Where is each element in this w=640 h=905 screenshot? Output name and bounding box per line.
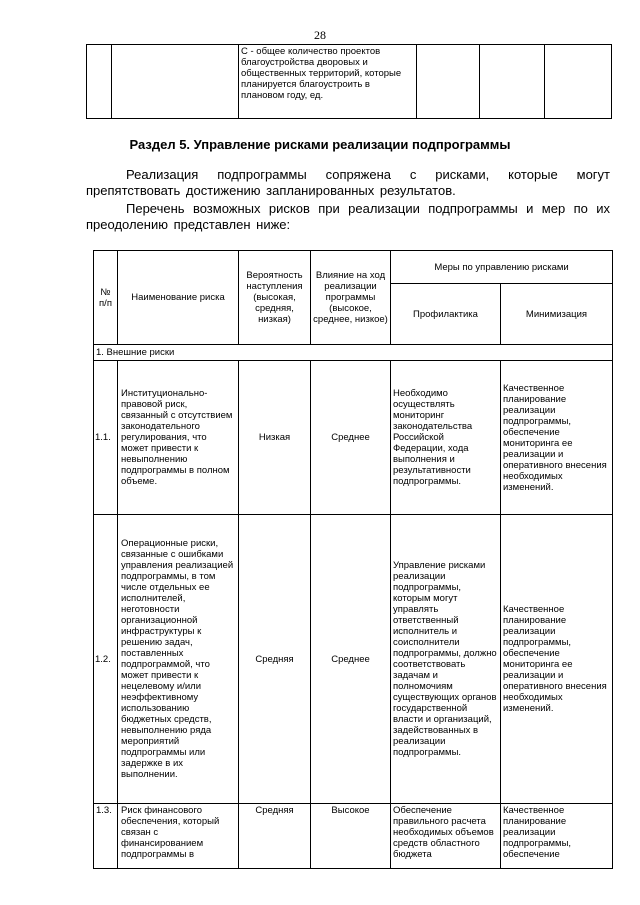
continued-table-fragment xyxy=(86,44,612,119)
header-prevention: Профилактика xyxy=(391,284,501,345)
row-num: 1.2. xyxy=(94,515,118,804)
risk-probability: Средняя xyxy=(239,515,311,804)
row-num: 1.1. xyxy=(94,361,118,515)
risk-minimization: Качественное планирование реализации подпрограммы, обеспечение xyxy=(501,804,613,869)
header-influence: Влияние на ход реализации программы (высокое, среднее, низкое) xyxy=(311,251,391,345)
header-probability: Вероятность наступления (высокая, средняя, низкая) xyxy=(239,251,311,345)
page-number: 28 xyxy=(314,28,326,42)
risk-name: Операционные риски, связанные с ошибками управления реализацией подпрограммы, в том числе отдельных ее исполнителей, неготовности организационной инфраструктуры к решению задач, поставленных подпрограммой, что может привести к нецелевому и/или неэффективному использованию бюджетных средств, невыполнению ряда мероприятий подпрограммы или задержке в их выполнении. xyxy=(118,515,239,804)
header-measures: Меры по управлению рисками xyxy=(391,251,613,284)
risk-prevention: Управление рисками реализации подпрограммы, которым могут управлять ответственный исполнитель и соисполнители подпрограммы, должно соответствовать задачам и полномочиям существующих органов государственной власти и организаций, задействованных в реализации подпрограммы. xyxy=(391,515,501,804)
table-row xyxy=(94,804,613,869)
empty-cell xyxy=(87,45,112,119)
header-num: № п/п xyxy=(94,251,118,345)
risk-list-intro-paragraph: Перечень возможных рисков при реализации подпрограммы и мер по их преодолению представлен ниже: xyxy=(86,201,610,232)
empty-cell xyxy=(417,45,480,119)
row-num: 1.3. xyxy=(94,804,118,869)
table-row xyxy=(94,361,613,515)
risk-minimization: Качественное планирование реализации подпрограммы, обеспечение мониторинга ее реализации и оперативного внесения необходимых изменений. xyxy=(501,361,613,515)
header-minimization: Минимизация xyxy=(501,284,613,345)
risk-name: Институционально-правовой риск, связанный с отсутствием законодательного регулирования, что может привести к невыполнению подпрограммы в полном объеме. xyxy=(118,361,239,515)
header-risk-name: Наименование риска xyxy=(118,251,239,345)
risk-influence: Высокое xyxy=(311,804,391,869)
intro-paragraph: Реализация подпрограммы сопряжена с рисками, которые могут препятствовать достижению запланированных результатов. xyxy=(86,167,610,198)
risk-influence: Среднее xyxy=(311,361,391,515)
risk-probability: Низкая xyxy=(239,361,311,515)
risk-prevention: Необходимо осуществлять мониторинг законодательства Российской Федерации, хода выполнения и результативности подпрограммы. xyxy=(391,361,501,515)
formula-variable-description: C - общее количество проектов благоустройства дворовых и общественных территорий, которые планируется благоустроить в плановом году, ед. xyxy=(239,45,417,119)
empty-cell xyxy=(112,45,239,119)
section-title: Раздел 5. Управление рисками реализации подпрограммы xyxy=(129,137,511,152)
table-row xyxy=(94,515,613,804)
risk-influence: Среднее xyxy=(311,515,391,804)
risk-probability: Средняя xyxy=(239,804,311,869)
group-row-external-risks: 1. Внешние риски xyxy=(94,345,613,361)
risk-name: Риск финансового обеспечения, который связан с финансированием подпрограммы в xyxy=(118,804,239,869)
risk-management-table xyxy=(93,250,613,869)
empty-cell xyxy=(545,45,612,119)
risk-minimization: Качественное планирование реализации подпрограммы, обеспечение мониторинга ее реализации и оперативного внесения необходимых изменений. xyxy=(501,515,613,804)
risk-prevention: Обеспечение правильного расчета необходимых объемов средств областного бюджета xyxy=(391,804,501,869)
empty-cell xyxy=(480,45,545,119)
